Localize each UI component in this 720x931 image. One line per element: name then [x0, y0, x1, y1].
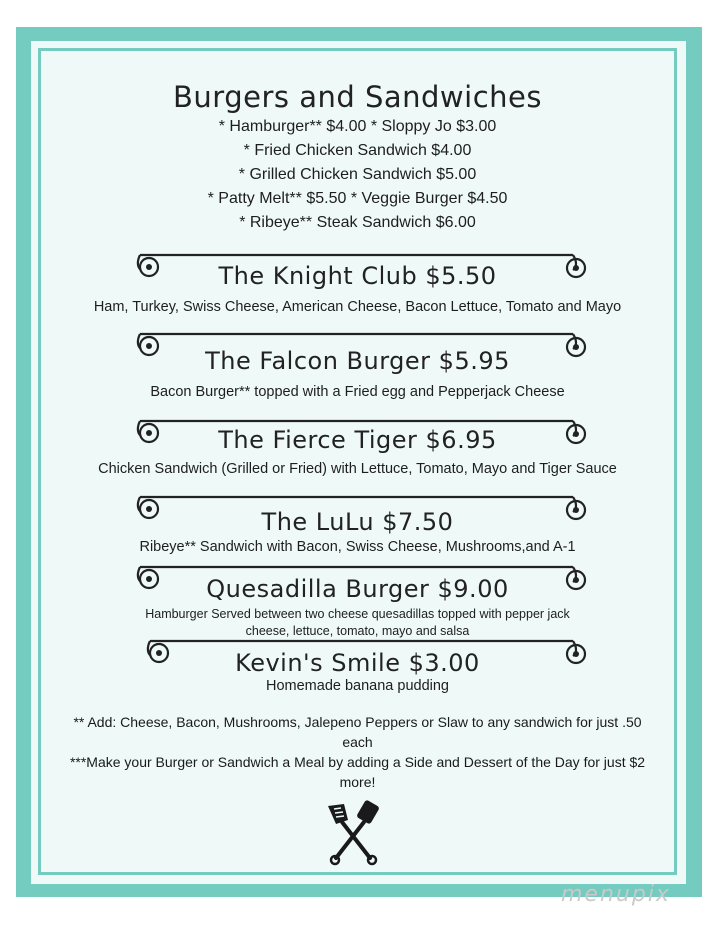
standard-items-list: [45, 115, 670, 235]
special-name: The Falcon Burger $5.95: [205, 347, 510, 375]
special-item-falcon-burger: [45, 332, 670, 402]
special-description: Ribeye** Sandwich with Bacon, Swiss Cheese, Mushrooms,and A-1: [139, 539, 576, 555]
menu-item: * Grilled Chicken Sandwich $5.00: [238, 166, 477, 183]
menu-item: * Fried Chicken Sandwich $4.00: [243, 142, 472, 159]
addons-note-cont: each: [342, 734, 373, 750]
special-item-kevins-smile: [45, 639, 670, 696]
meal-note-cont: more!: [339, 774, 376, 790]
special-name: The LuLu $7.50: [261, 508, 454, 536]
menu-content: [45, 55, 670, 870]
menu-item: * Patty Melt** $5.50 * Veggie Burger $4.50: [207, 190, 508, 207]
special-description: Ham, Turkey, Swiss Cheese, American Cheese, Bacon Lettuce, Tomato and Mayo: [93, 299, 622, 315]
special-item-fierce-tiger: [45, 419, 670, 479]
special-description: Chicken Sandwich (Grilled or Fried) with Lettuce, Tomato, Mayo and Tiger Sauce: [98, 461, 617, 477]
special-item-lulu: [45, 495, 670, 557]
special-item-knight-club: [45, 253, 670, 317]
watermark: menupix: [561, 882, 671, 907]
menu-title: Burgers and Sandwiches: [173, 80, 542, 114]
special-description-line: Hamburger Served between two cheese quesadillas topped with pepper jack: [145, 607, 570, 621]
special-name: Quesadilla Burger $9.00: [206, 575, 509, 603]
addons-note: ** Add: Cheese, Bacon, Mushrooms, Jalepeno Peppers or Slaw to any sandwich for just .50: [73, 714, 642, 730]
special-item-quesadilla-burger: [45, 565, 670, 640]
special-name: The Knight Club $5.50: [218, 262, 497, 290]
menu-item: * Ribeye** Steak Sandwich $6.00: [239, 214, 476, 231]
meal-note: ***Make your Burger or Sandwich a Meal by adding a Side and Dessert of the Day for just $2: [69, 754, 646, 770]
special-description: Homemade banana pudding: [266, 678, 449, 694]
special-name: The Fierce Tiger $6.95: [218, 426, 497, 454]
special-description: Bacon Burger** topped with a Fried egg and Pepperjack Cheese: [150, 384, 565, 400]
menu-notes: [45, 712, 670, 792]
special-description-line: cheese, lettuce, tomato, mayo and salsa: [245, 624, 470, 638]
special-name: Kevin's Smile $3.00: [235, 649, 480, 677]
menu-item: * Hamburger** $4.00 * Sloppy Jo $3.00: [218, 118, 497, 135]
spatula-fork-icon: [322, 800, 388, 866]
